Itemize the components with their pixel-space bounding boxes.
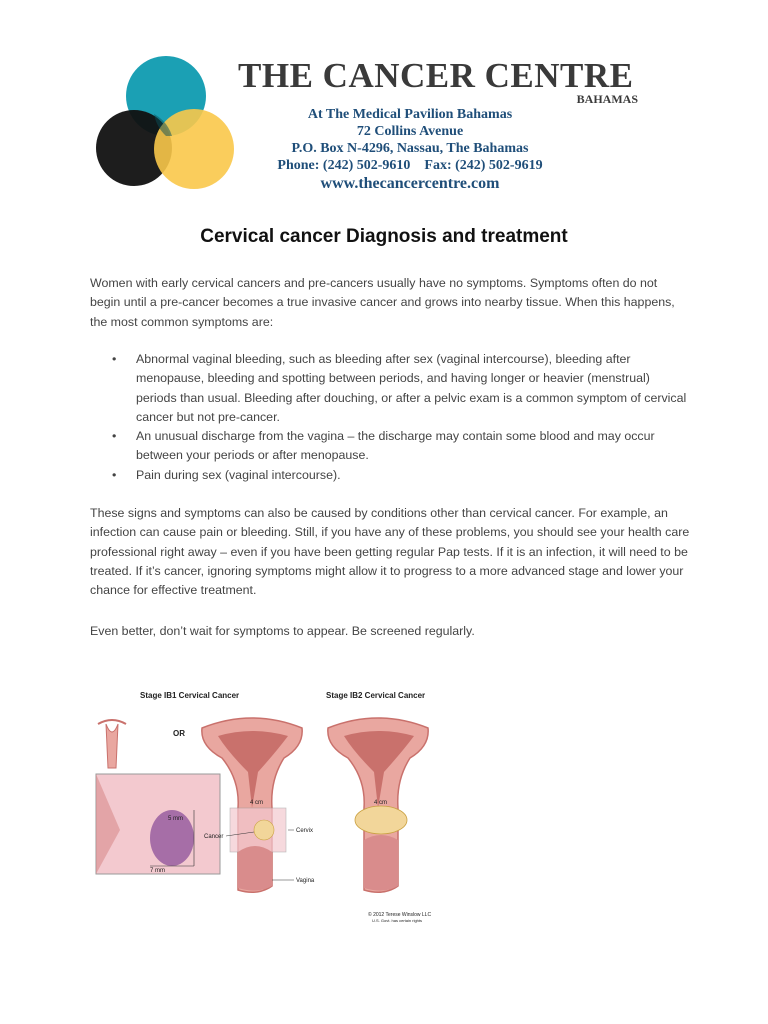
- magnified-inset: [96, 774, 220, 874]
- label-7mm: 7 mm: [150, 868, 165, 874]
- label-cancer: Cancer: [204, 834, 224, 840]
- symptom-list: [90, 350, 690, 485]
- list-item-text: Abnormal vaginal bleeding, such as bleeding after sex (vaginal intercourse), bleeding after menopause, bleeding and spotting between periods, and having longer or heavier (menstrual) periods than usual. Bleeding after douching, or after a pelvic exam is a common symptom of cervical cancer but not pre-cancer.: [136, 352, 687, 424]
- bullet-glyph: •: [112, 429, 117, 444]
- label-cervix: Cervix: [296, 828, 314, 834]
- address-line: Phone: (242) 502-9610 Fax: (242) 502-9619: [277, 158, 543, 173]
- list-item-text: Pain during sex (vaginal intercourse).: [136, 467, 341, 482]
- screening-paragraph: Even better, don’t wait for symptoms to appear. Be screened regularly.: [90, 624, 475, 638]
- address-line: At The Medical Pavilion Bahamas: [307, 107, 513, 122]
- label-4cm-right: 4 cm: [374, 800, 388, 806]
- figure-title-ib1: Stage IB1 Cervical Cancer: [140, 691, 240, 700]
- label-5mm: 5 mm: [168, 816, 183, 822]
- copyright-notice: © 2012 Terese Winslow LLC: [368, 912, 432, 918]
- address-line: P.O. Box N-4296, Nassau, The Bahamas: [291, 141, 529, 156]
- list-item: [90, 350, 690, 427]
- label-4cm-left: 4 cm: [250, 800, 264, 806]
- body-paragraph: These signs and symptoms can also be caused by conditions other than cervical cancer. For example, an infection can cause pain or bleeding. Still, if you have any of these problems, you should see your health care professional right away – even if you have been getting regular Pap tests. If it is an infection, it will need to be treated. If it’s cancer, ignoring symptoms might allow it to progress to a more advanced stage and lower your chance for effective treatment.: [90, 506, 690, 598]
- small-uterus-icon: [98, 720, 126, 768]
- or-label: OR: [173, 729, 185, 738]
- intro-paragraph: Women with early cervical cancers and pre-cancers usually have no symptoms. Symptoms often do not begin until a pre-cancer becomes a true invasive cancer and grows into nearby tissue. When this happens, the most common symptoms are:: [90, 276, 675, 329]
- list-item-text: An unusual discharge from the vagina – the discharge may contain some blood and may occur between your periods or after menopause.: [136, 429, 655, 463]
- address-line: 72 Collins Avenue: [356, 124, 464, 139]
- bullet-glyph: •: [112, 467, 117, 482]
- list-item: [90, 466, 690, 485]
- copyright-sub: U.S. Govt. has certain rights: [372, 918, 423, 923]
- cervical-cancer-stage-illustration: [92, 680, 462, 925]
- org-country: BAHAMAS: [576, 92, 638, 106]
- figure-title-ib2: Stage IB2 Cervical Cancer: [326, 691, 426, 700]
- list-item: [90, 427, 690, 466]
- cancer-centre-logo: [94, 56, 236, 192]
- org-name: THE CANCER CENTRE: [238, 56, 634, 95]
- org-address: [230, 106, 590, 194]
- logo-yellow-circle: [154, 109, 234, 189]
- bullet-glyph: •: [112, 352, 117, 366]
- page-title: Cervical cancer Diagnosis and treatment: [200, 226, 568, 247]
- label-vagina: Vagina: [296, 878, 315, 884]
- website-link[interactable]: www.thecancercentre.com: [320, 175, 500, 192]
